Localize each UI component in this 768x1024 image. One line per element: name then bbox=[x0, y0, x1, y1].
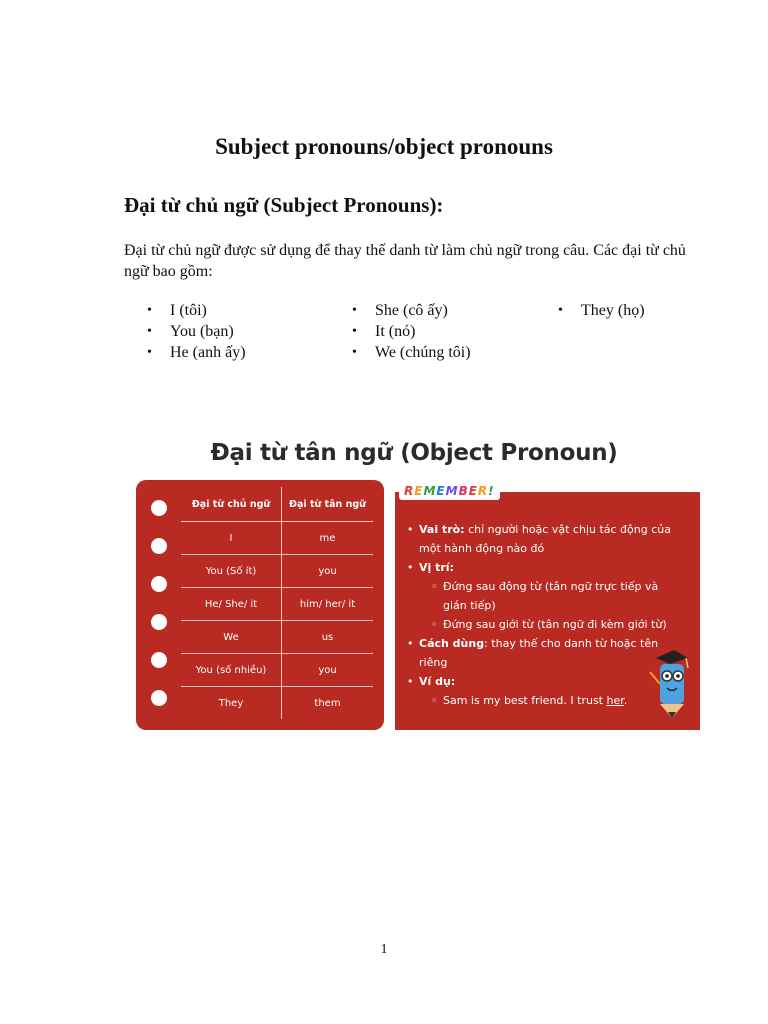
list-item: • We (chúng tôi) bbox=[352, 342, 471, 363]
remember-letter: R bbox=[404, 484, 415, 498]
table-cell: You (Số ít) bbox=[181, 555, 282, 588]
remember-letter: M bbox=[445, 484, 459, 498]
table-header-row bbox=[181, 487, 373, 522]
hole-icon bbox=[151, 614, 167, 630]
note-subitem-example bbox=[407, 691, 677, 710]
pronoun-table-card bbox=[136, 480, 384, 730]
hole-icon bbox=[151, 652, 167, 668]
table-row bbox=[181, 621, 373, 654]
object-pronoun-infographic bbox=[124, 428, 704, 736]
note-subitem: ◦ Đứng sau động từ (tân ngữ trực tiếp và gián tiếp) bbox=[407, 577, 677, 615]
table-cell: them bbox=[314, 697, 341, 709]
note-list bbox=[407, 520, 677, 710]
remember-badge bbox=[399, 482, 500, 500]
page-number: 1 bbox=[380, 942, 388, 957]
list-item: • He (anh ấy) bbox=[147, 342, 246, 363]
list-item: • I (tôi) bbox=[147, 300, 246, 321]
subject-pronouns-heading: Đại từ chủ ngữ (Subject Pronouns): bbox=[124, 193, 444, 217]
remember-letter: E bbox=[414, 484, 424, 498]
note-item-usage bbox=[407, 634, 677, 672]
list-item: • They (họ) bbox=[558, 300, 645, 321]
table-row bbox=[181, 588, 373, 621]
remember-note bbox=[395, 484, 700, 730]
page-title: Subject pronouns/object pronouns bbox=[215, 134, 553, 159]
table-row bbox=[181, 522, 373, 555]
table-cell: They bbox=[181, 687, 282, 720]
table-header-subject: Đại từ chủ ngữ bbox=[181, 487, 282, 522]
table-cell: me bbox=[282, 522, 374, 555]
example-text: Sam is my best friend. I trust bbox=[443, 694, 607, 707]
note-item-role bbox=[407, 520, 677, 558]
notebook-holes bbox=[151, 500, 169, 728]
role-text: chỉ người hoặc vật chịu tác động của một hành động nào đó bbox=[419, 523, 671, 555]
list-item: • She (cô ấy) bbox=[352, 300, 471, 321]
table-cell: us bbox=[282, 621, 374, 654]
pronoun-column-2 bbox=[352, 300, 471, 363]
hole-icon bbox=[151, 690, 167, 706]
table-cell: you bbox=[282, 654, 374, 687]
pronoun-column-1 bbox=[147, 300, 246, 363]
table-header-object: Đại từ tân ngữ bbox=[282, 487, 374, 522]
position-label: Vị trí: bbox=[419, 561, 454, 574]
remember-letter: ! bbox=[488, 484, 495, 498]
note-item-position bbox=[407, 558, 677, 577]
remember-letter: E bbox=[436, 484, 446, 498]
table-cell: you bbox=[282, 555, 374, 588]
hole-icon bbox=[151, 576, 167, 592]
table-row bbox=[181, 555, 373, 588]
table-cell: I bbox=[181, 522, 282, 555]
table-cell: We bbox=[181, 621, 282, 654]
intro-paragraph: Đại từ chủ ngữ được sử dụng để thay thế danh từ làm chủ ngữ trong câu. Các đại từ chủ ngữ bao gồm: bbox=[124, 242, 686, 280]
hole-icon bbox=[151, 538, 167, 554]
pronoun-column-3 bbox=[558, 300, 645, 321]
hole-icon bbox=[151, 500, 167, 516]
table-cell: You (số nhiều) bbox=[181, 654, 282, 687]
table-cell: him/ her/ it bbox=[282, 588, 374, 621]
pencil-mascot-icon bbox=[648, 648, 696, 720]
usage-text: : thay thế cho danh từ hoặc tên riêng bbox=[419, 637, 659, 669]
remember-letter: R bbox=[477, 484, 489, 498]
table-cell: He/ She/ it bbox=[181, 588, 282, 621]
list-item: • You (bạn) bbox=[147, 321, 246, 342]
example-highlight: her bbox=[606, 694, 624, 707]
note-subitem: ◦ Đứng sau giới từ (tân ngữ đi kèm giới từ) bbox=[407, 615, 677, 634]
table-row bbox=[181, 687, 373, 720]
remember-letter: E bbox=[468, 484, 478, 498]
remember-letter: M bbox=[423, 484, 437, 498]
remember-letter: B bbox=[458, 484, 469, 498]
role-label: Vai trò: bbox=[419, 523, 465, 536]
pronoun-table bbox=[181, 487, 373, 719]
usage-label: Cách dùng bbox=[419, 637, 485, 650]
infographic-title: Đại từ tân ngữ (Object Pronoun) bbox=[210, 440, 618, 466]
list-item: • It (nó) bbox=[352, 321, 471, 342]
note-item-example bbox=[407, 672, 677, 691]
example-end: . bbox=[623, 694, 628, 707]
table-row bbox=[181, 654, 373, 687]
example-label: Ví dụ: bbox=[419, 675, 456, 688]
